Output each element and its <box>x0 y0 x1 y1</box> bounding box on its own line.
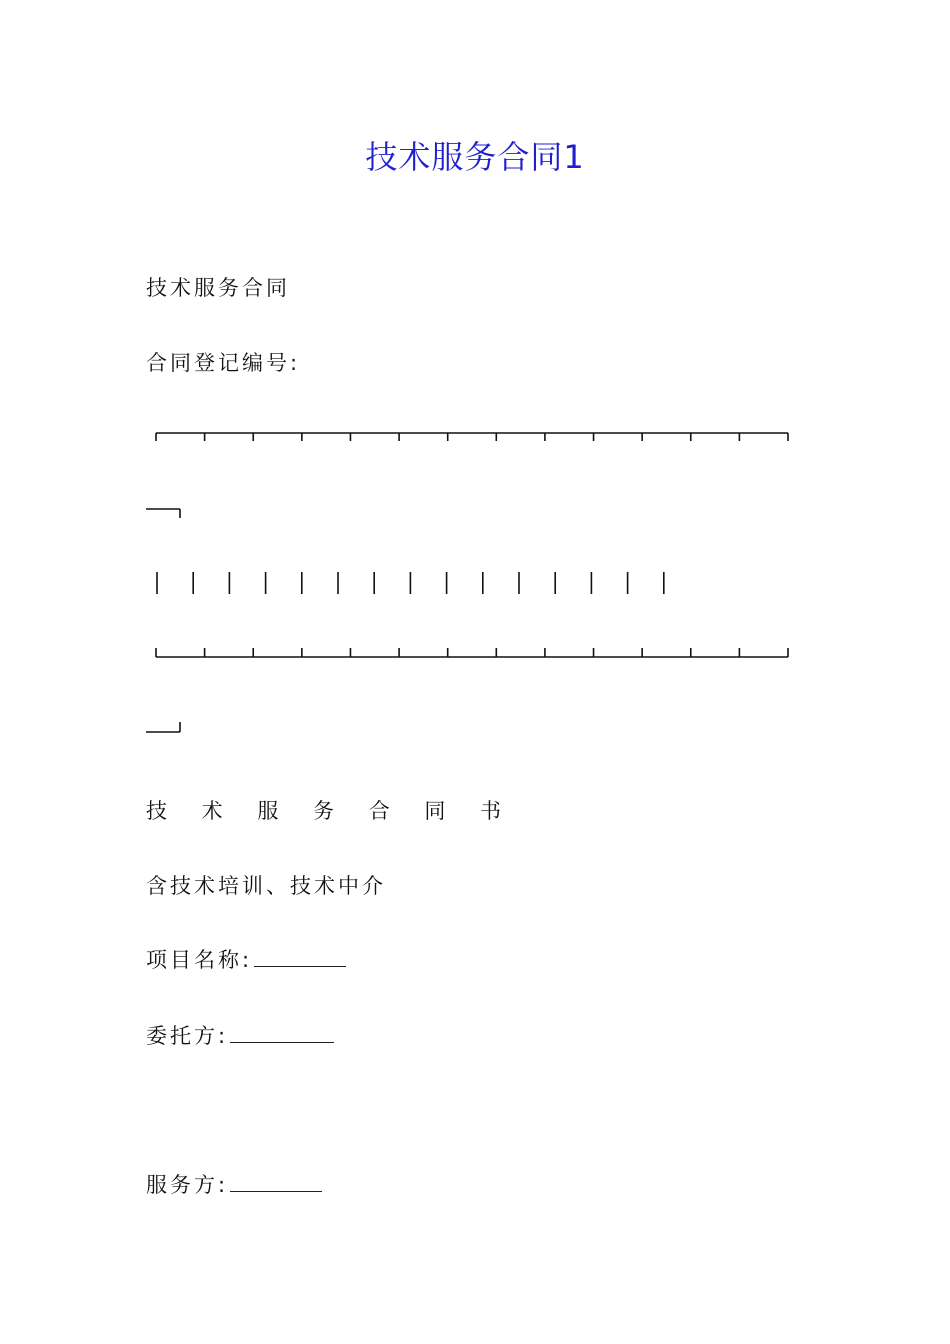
project-name-label: 项目名称: <box>146 948 253 972</box>
project-name-blank[interactable] <box>254 946 346 967</box>
scope-note: 含技术培训、技术中介 <box>146 874 386 898</box>
project-name-field <box>146 944 346 974</box>
client-label: 委托方: <box>146 1024 229 1048</box>
grid-cell-dividers <box>157 572 664 594</box>
client-blank[interactable] <box>230 1022 334 1043</box>
service-provider-blank[interactable] <box>230 1171 322 1192</box>
grid-bottom-border <box>146 648 788 732</box>
registration-number-label: 合同登记编号: <box>146 351 301 375</box>
service-provider-label: 服务方: <box>146 1173 229 1197</box>
grid-top-border <box>146 433 788 518</box>
contract-book-title: 技 术 服 务 合 同 书 <box>146 799 516 823</box>
contract-heading: 技术服务合同 <box>146 276 290 300</box>
service-provider-field <box>146 1169 322 1199</box>
document-title: 技术服务合同1 <box>365 138 585 176</box>
client-field <box>146 1020 334 1050</box>
